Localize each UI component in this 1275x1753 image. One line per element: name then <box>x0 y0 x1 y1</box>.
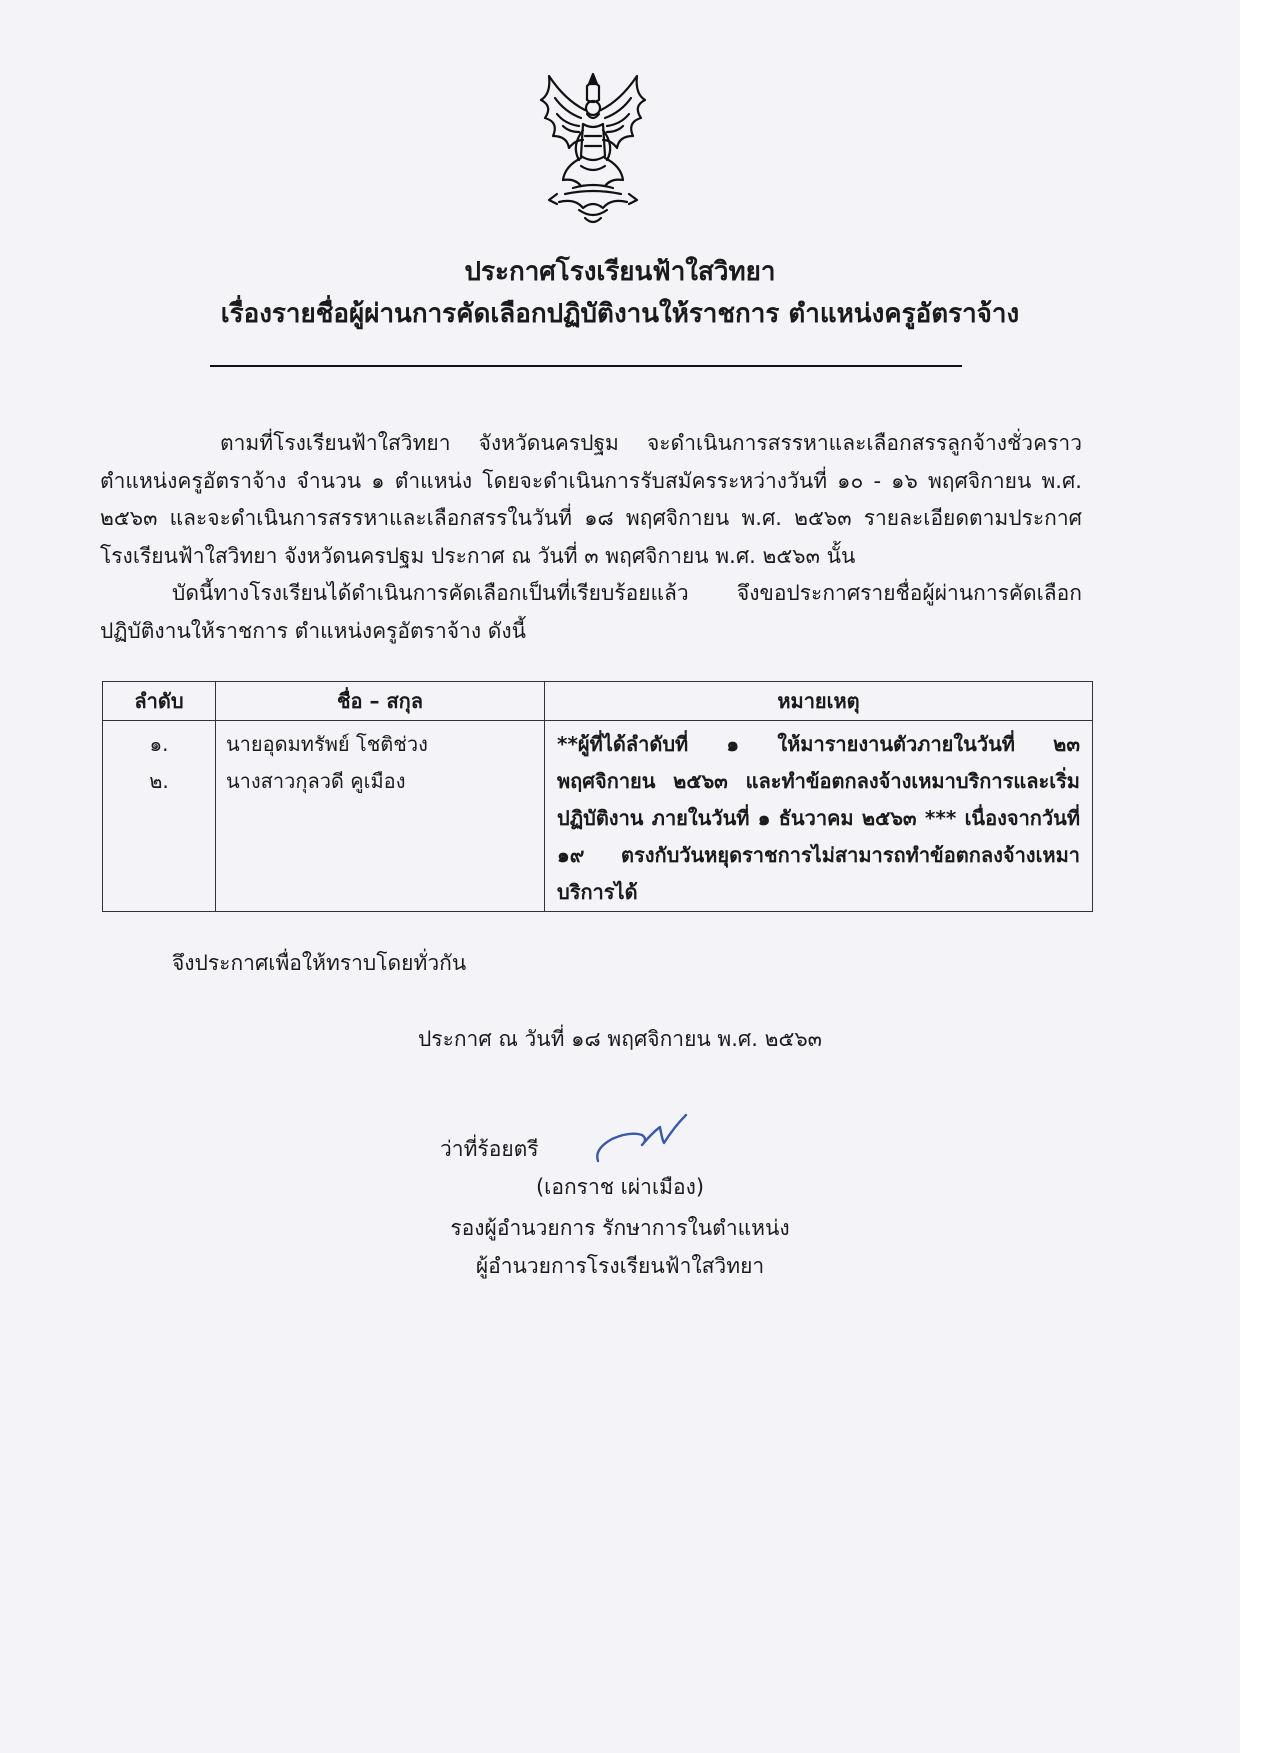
remark-cell: **ผู้ที่ได้ลำดับที่ ๑ ให้มารายงานตัวภายในวันที่ ๒๓ พฤศจิกายน ๒๕๖๓ และทำข้อตกลงจ้างเหมาบริการและเริ่มปฏิบัติงาน ภายในวันที่ ๑ ธันวาคม ๒๕๖๓ *** เนื่องจากวันที่ ๑๙ ตรงกับวันหยุดราชการไม่สามารถทำข้อตกลงจ้างเหมาบริการได้ <box>545 721 1093 912</box>
closing-statement: จึงประกาศเพื่อให้ทราบโดยทั่วกัน <box>172 951 467 975</box>
table-header-row <box>103 682 1093 721</box>
body-paragraph-1 <box>100 425 1082 575</box>
order-number: ๒. <box>149 769 169 793</box>
paragraph-2-text: บัดนี้ทางโรงเรียนได้ดำเนินการคัดเลือกเป็นที่เรียบร้อยแล้ว จึงขอประกาศรายชื่อผู้ผ่านการคัดเลือก ปฏิบัติงานให้ราชการ ตำแหน่งครูอัตราจ้าง ดังนี้ <box>100 581 1082 643</box>
candidate-name: นายอุดมทรัพย์ โชติช่วง <box>226 732 428 756</box>
signer-rank: ว่าที่ร้อยตรี <box>440 1137 539 1161</box>
order-cell <box>103 721 216 912</box>
header-order: ลำดับ <box>103 682 216 721</box>
candidate-name: นางสาวกุลวดี คูเมือง <box>226 769 406 793</box>
table-row <box>103 721 1093 912</box>
garuda-emblem-icon <box>535 70 651 230</box>
announcement-date: ประกาศ ณ วันที่ ๑๘ พฤศจิกายน พ.ศ. ๒๕๖๓ <box>417 1027 823 1051</box>
scan-margin <box>1240 0 1275 1753</box>
signer-position-1: รองผู้อำนวยการ รักษาการในตำแหน่ง <box>450 1216 790 1240</box>
announcement-subject: เรื่องรายชื่อผู้ผ่านการคัดเลือกปฏิบัติงานให้ราชการ ตำแหน่งครูอัตราจ้าง <box>220 299 1020 329</box>
handwritten-signature <box>590 1105 715 1175</box>
order-number: ๑. <box>149 732 169 756</box>
header-name: ชื่อ – สกุล <box>216 682 545 721</box>
header-remark: หมายเหตุ <box>545 682 1093 721</box>
name-cell <box>216 721 545 912</box>
paragraph-1-text: ตามที่โรงเรียนฟ้าใสวิทยา จังหวัดนครปฐม จะดำเนินการสรรหาและเลือกสรรลูกจ้างชั่วคราว ตำแหน่งครูอัตราจ้าง จำนวน ๑ ตำแหน่ง โดยจะดำเนินการรับสมัครระหว่างวันที่ ๑๐ - ๑๖ พฤศจิกายน พ.ศ. ๒๕๖๓ และจะดำเนินการสรรหาและเลือกสรรในวันที่ ๑๘ พฤศจิกายน พ.ศ. ๒๕๖๓ รายละเอียดตามประกาศ โรงเรียนฟ้าใสวิทยา จังหวัดนครปฐม ประกาศ ณ วันที่ ๓ พฤศจิกายน พ.ศ. ๒๕๖๓ นั้น <box>100 431 1082 568</box>
signer-position-2: ผู้อำนวยการโรงเรียนฟ้าใสวิทยา <box>475 1254 765 1278</box>
title-divider <box>210 365 962 367</box>
body-paragraph-2 <box>100 575 1082 650</box>
results-table <box>102 681 1093 912</box>
signer-name: (เอกราช เผ่าเมือง) <box>535 1175 705 1199</box>
announcement-title: ประกาศโรงเรียนฟ้าใสวิทยา <box>464 257 776 287</box>
